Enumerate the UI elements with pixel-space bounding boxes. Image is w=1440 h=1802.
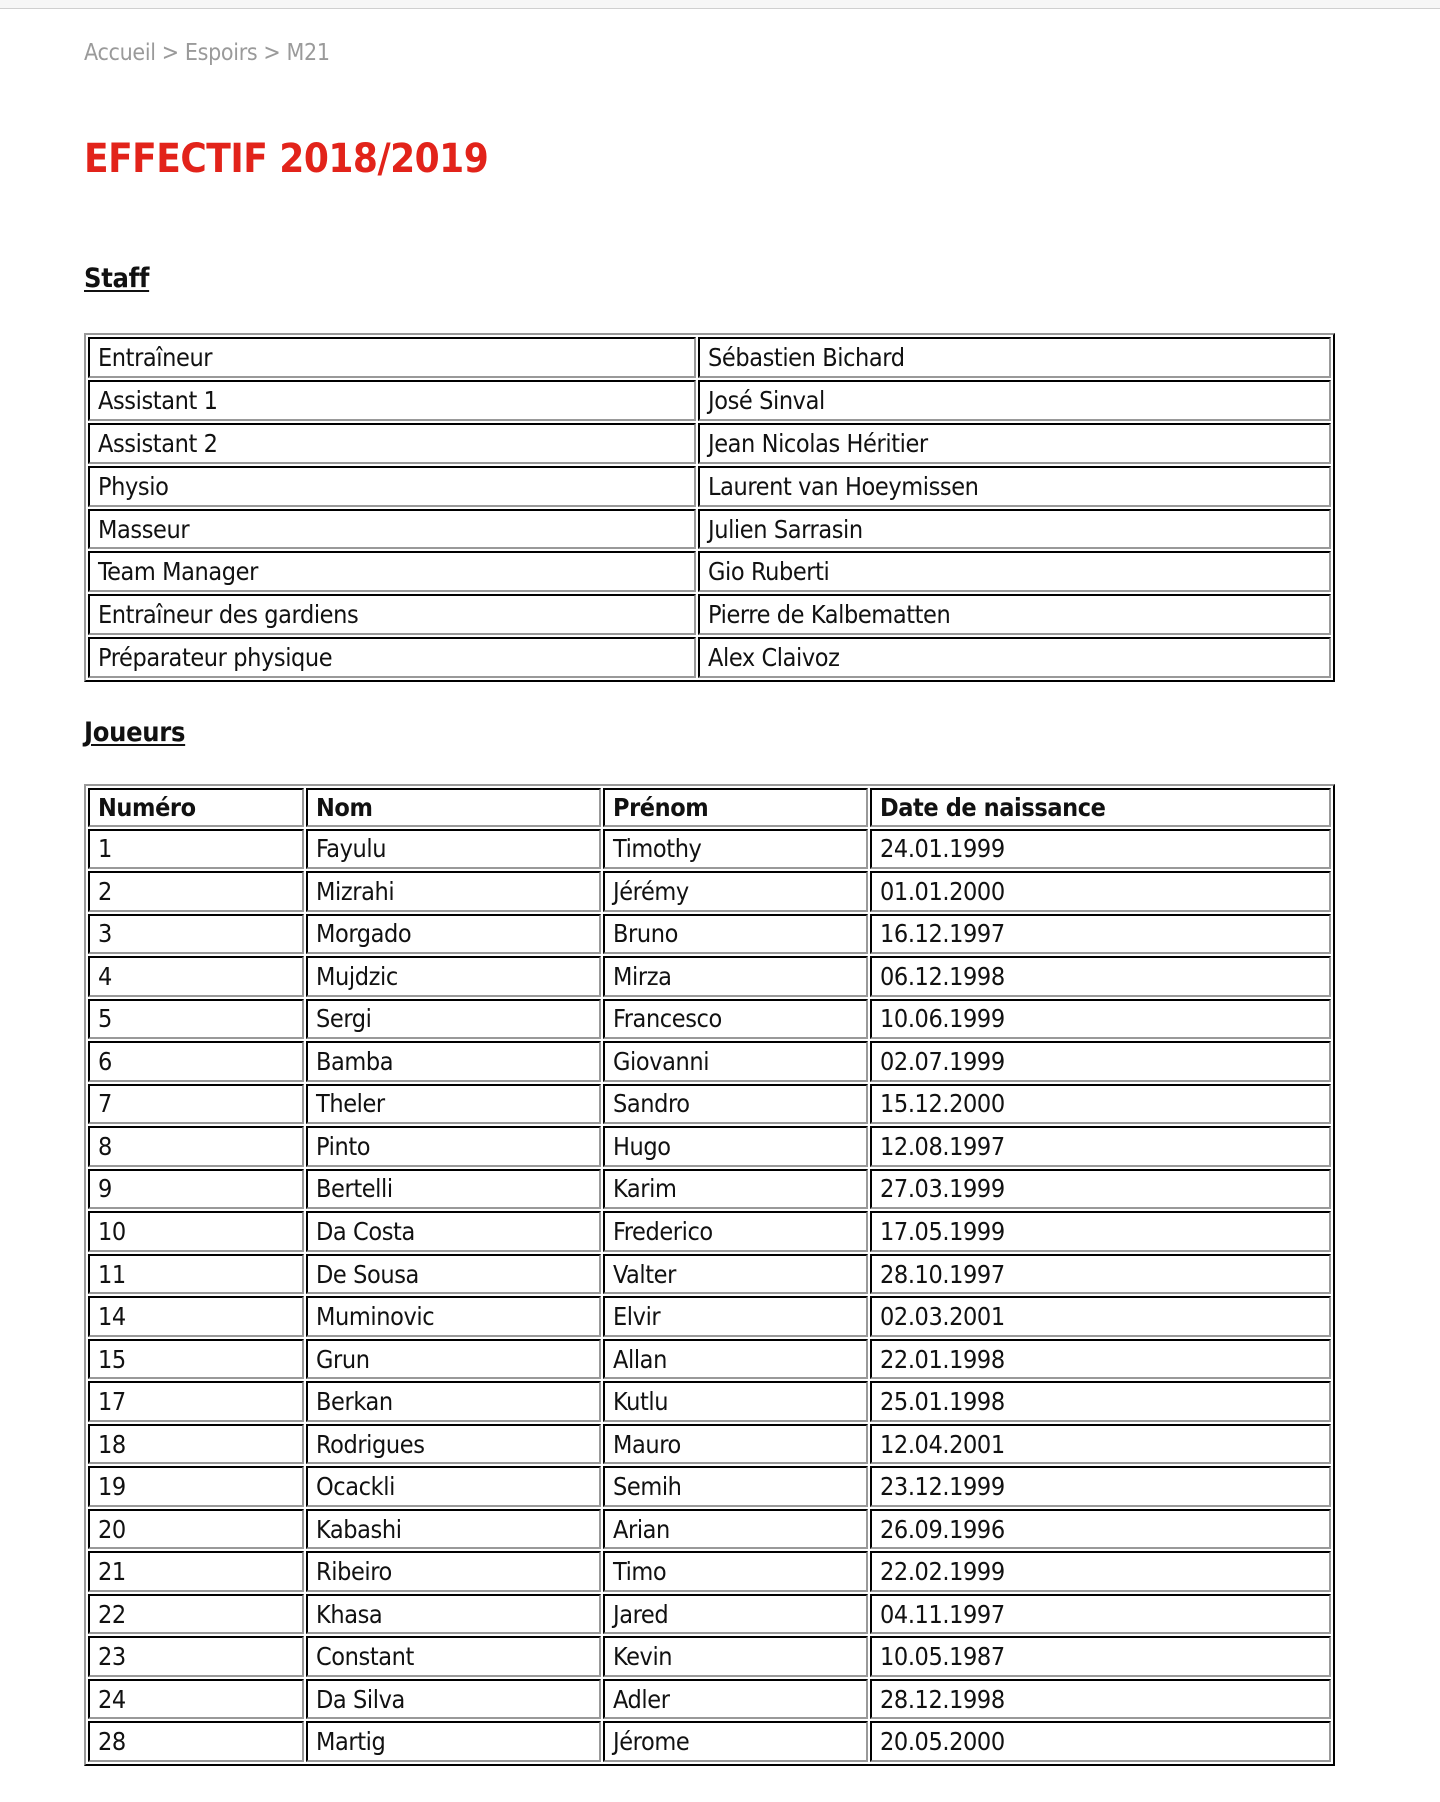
player-first-name-cell: Giovanni — [603, 1041, 868, 1082]
player-number-cell: 1 — [88, 829, 304, 870]
player-last-name-cell: Berkan — [306, 1381, 601, 1422]
player-first-name-cell: Kutlu — [603, 1381, 868, 1422]
player-birth-date-cell: 06.12.1998 — [870, 956, 1331, 997]
staff-name-cell: Jean Nicolas Héritier — [698, 423, 1331, 464]
player-row — [88, 1679, 1331, 1720]
players-table-header — [88, 788, 1331, 827]
staff-role-cell: Préparateur physique — [88, 637, 696, 678]
player-row — [88, 1466, 1331, 1507]
player-row — [88, 1636, 1331, 1677]
player-row — [88, 1211, 1331, 1252]
player-last-name-cell: Mizrahi — [306, 871, 601, 912]
player-number-cell: 14 — [88, 1296, 304, 1337]
header-row — [88, 788, 1331, 827]
player-first-name-cell: Mirza — [603, 956, 868, 997]
staff-row — [88, 594, 1331, 635]
player-first-name-cell: Hugo — [603, 1126, 868, 1167]
player-row — [88, 1254, 1331, 1295]
player-last-name-cell: Da Silva — [306, 1679, 601, 1720]
player-first-name-cell: Allan — [603, 1339, 868, 1380]
players-heading: Joueurs — [84, 717, 186, 748]
player-row — [88, 1551, 1331, 1592]
player-last-name-cell: Theler — [306, 1084, 601, 1125]
breadcrumb-link-accueil[interactable]: Accueil — [84, 40, 156, 66]
player-number-cell: 22 — [88, 1594, 304, 1635]
staff-row — [88, 423, 1331, 464]
column-header-nom: Nom — [306, 788, 601, 827]
staff-name-cell: Alex Claivoz — [698, 637, 1331, 678]
player-birth-date-cell: 15.12.2000 — [870, 1084, 1331, 1125]
player-last-name-cell: Bamba — [306, 1041, 601, 1082]
player-last-name-cell: Bertelli — [306, 1169, 601, 1210]
staff-row — [88, 337, 1331, 378]
breadcrumb-separator: > — [161, 40, 179, 66]
player-first-name-cell: Timo — [603, 1551, 868, 1592]
player-number-cell: 21 — [88, 1551, 304, 1592]
player-first-name-cell: Jérome — [603, 1721, 868, 1762]
player-first-name-cell: Karim — [603, 1169, 868, 1210]
staff-role-cell: Assistant 1 — [88, 380, 696, 421]
staff-row — [88, 466, 1331, 507]
player-first-name-cell: Adler — [603, 1679, 868, 1720]
staff-role-cell: Entraîneur des gardiens — [88, 594, 696, 635]
player-first-name-cell: Semih — [603, 1466, 868, 1507]
player-birth-date-cell: 12.04.2001 — [870, 1424, 1331, 1465]
player-first-name-cell: Arian — [603, 1509, 868, 1550]
player-last-name-cell: Khasa — [306, 1594, 601, 1635]
staff-name-cell: Laurent van Hoeymissen — [698, 466, 1331, 507]
player-birth-date-cell: 20.05.2000 — [870, 1721, 1331, 1762]
staff-role-cell: Masseur — [88, 509, 696, 550]
player-row — [88, 1381, 1331, 1422]
player-birth-date-cell: 17.05.1999 — [870, 1211, 1331, 1252]
column-header-date-de-naissance: Date de naissance — [870, 788, 1331, 827]
staff-role-cell: Assistant 2 — [88, 423, 696, 464]
player-last-name-cell: Ribeiro — [306, 1551, 601, 1592]
player-number-cell: 10 — [88, 1211, 304, 1252]
player-birth-date-cell: 22.02.1999 — [870, 1551, 1331, 1592]
player-number-cell: 28 — [88, 1721, 304, 1762]
staff-name-cell: Sébastien Bichard — [698, 337, 1331, 378]
player-number-cell: 23 — [88, 1636, 304, 1677]
player-birth-date-cell: 10.06.1999 — [870, 999, 1331, 1040]
player-number-cell: 9 — [88, 1169, 304, 1210]
breadcrumb-link-espoirs[interactable]: Espoirs — [184, 40, 258, 66]
player-birth-date-cell: 12.08.1997 — [870, 1126, 1331, 1167]
player-first-name-cell: Jérémy — [603, 871, 868, 912]
player-number-cell: 7 — [88, 1084, 304, 1125]
player-birth-date-cell: 04.11.1997 — [870, 1594, 1331, 1635]
player-last-name-cell: Fayulu — [306, 829, 601, 870]
player-number-cell: 17 — [88, 1381, 304, 1422]
player-last-name-cell: Morgado — [306, 914, 601, 955]
player-birth-date-cell: 22.01.1998 — [870, 1339, 1331, 1380]
staff-row — [88, 551, 1331, 592]
player-first-name-cell: Valter — [603, 1254, 868, 1295]
player-row — [88, 1424, 1331, 1465]
player-first-name-cell: Mauro — [603, 1424, 868, 1465]
player-last-name-cell: Da Costa — [306, 1211, 601, 1252]
player-last-name-cell: Martig — [306, 1721, 601, 1762]
player-number-cell: 11 — [88, 1254, 304, 1295]
player-birth-date-cell: 24.01.1999 — [870, 829, 1331, 870]
player-number-cell: 6 — [88, 1041, 304, 1082]
player-number-cell: 20 — [88, 1509, 304, 1550]
player-row — [88, 1339, 1331, 1380]
player-last-name-cell: Grun — [306, 1339, 601, 1380]
player-row — [88, 1509, 1331, 1550]
player-first-name-cell: Elvir — [603, 1296, 868, 1337]
player-last-name-cell: De Sousa — [306, 1254, 601, 1295]
player-birth-date-cell: 16.12.1997 — [870, 914, 1331, 955]
player-birth-date-cell: 10.05.1987 — [870, 1636, 1331, 1677]
staff-name-cell: Pierre de Kalbematten — [698, 594, 1331, 635]
staff-heading: Staff — [84, 263, 150, 294]
player-number-cell: 2 — [88, 871, 304, 912]
player-row — [88, 914, 1331, 955]
player-birth-date-cell: 26.09.1996 — [870, 1509, 1331, 1550]
top-bar — [0, 0, 1440, 9]
players-table — [84, 784, 1335, 1766]
player-row — [88, 1084, 1331, 1125]
breadcrumb-separator: > — [263, 40, 281, 66]
player-first-name-cell: Bruno — [603, 914, 868, 955]
player-number-cell: 24 — [88, 1679, 304, 1720]
player-first-name-cell: Frederico — [603, 1211, 868, 1252]
player-first-name-cell: Kevin — [603, 1636, 868, 1677]
player-last-name-cell: Sergi — [306, 999, 601, 1040]
player-first-name-cell: Sandro — [603, 1084, 868, 1125]
player-birth-date-cell: 28.10.1997 — [870, 1254, 1331, 1295]
player-last-name-cell: Muminovic — [306, 1296, 601, 1337]
player-first-name-cell: Timothy — [603, 829, 868, 870]
staff-table — [84, 333, 1335, 682]
player-row — [88, 1169, 1331, 1210]
player-row — [88, 999, 1331, 1040]
player-birth-date-cell: 28.12.1998 — [870, 1679, 1331, 1720]
player-row — [88, 1041, 1331, 1082]
staff-name-cell: Julien Sarrasin — [698, 509, 1331, 550]
player-first-name-cell: Francesco — [603, 999, 868, 1040]
player-row — [88, 1126, 1331, 1167]
player-row — [88, 829, 1331, 870]
staff-row — [88, 380, 1331, 421]
players-table-body — [88, 829, 1331, 1762]
player-row — [88, 1594, 1331, 1635]
player-number-cell: 4 — [88, 956, 304, 997]
staff-role-cell: Physio — [88, 466, 696, 507]
player-number-cell: 8 — [88, 1126, 304, 1167]
player-birth-date-cell: 01.01.2000 — [870, 871, 1331, 912]
staff-table-body — [88, 337, 1331, 678]
player-last-name-cell: Rodrigues — [306, 1424, 601, 1465]
player-last-name-cell: Pinto — [306, 1126, 601, 1167]
player-number-cell: 18 — [88, 1424, 304, 1465]
player-row — [88, 871, 1331, 912]
player-last-name-cell: Ocackli — [306, 1466, 601, 1507]
player-birth-date-cell: 27.03.1999 — [870, 1169, 1331, 1210]
page-title: EFFECTIF 2018/2019 — [84, 136, 489, 182]
player-last-name-cell: Kabashi — [306, 1509, 601, 1550]
player-birth-date-cell: 25.01.1998 — [870, 1381, 1331, 1422]
player-number-cell: 5 — [88, 999, 304, 1040]
player-birth-date-cell: 23.12.1999 — [870, 1466, 1331, 1507]
player-number-cell: 19 — [88, 1466, 304, 1507]
player-row — [88, 1721, 1331, 1762]
player-number-cell: 3 — [88, 914, 304, 955]
player-last-name-cell: Constant — [306, 1636, 601, 1677]
player-last-name-cell: Mujdzic — [306, 956, 601, 997]
staff-name-cell: Gio Ruberti — [698, 551, 1331, 592]
breadcrumb-current-m21: M21 — [286, 40, 330, 66]
staff-role-cell: Team Manager — [88, 551, 696, 592]
staff-row — [88, 637, 1331, 678]
player-number-cell: 15 — [88, 1339, 304, 1380]
breadcrumb — [84, 38, 330, 68]
staff-row — [88, 509, 1331, 550]
player-row — [88, 1296, 1331, 1337]
player-birth-date-cell: 02.03.2001 — [870, 1296, 1331, 1337]
player-row — [88, 956, 1331, 997]
staff-name-cell: José Sinval — [698, 380, 1331, 421]
column-header-prenom: Prénom — [603, 788, 868, 827]
player-birth-date-cell: 02.07.1999 — [870, 1041, 1331, 1082]
column-header-numero: Numéro — [88, 788, 304, 827]
staff-role-cell: Entraîneur — [88, 337, 696, 378]
player-first-name-cell: Jared — [603, 1594, 868, 1635]
